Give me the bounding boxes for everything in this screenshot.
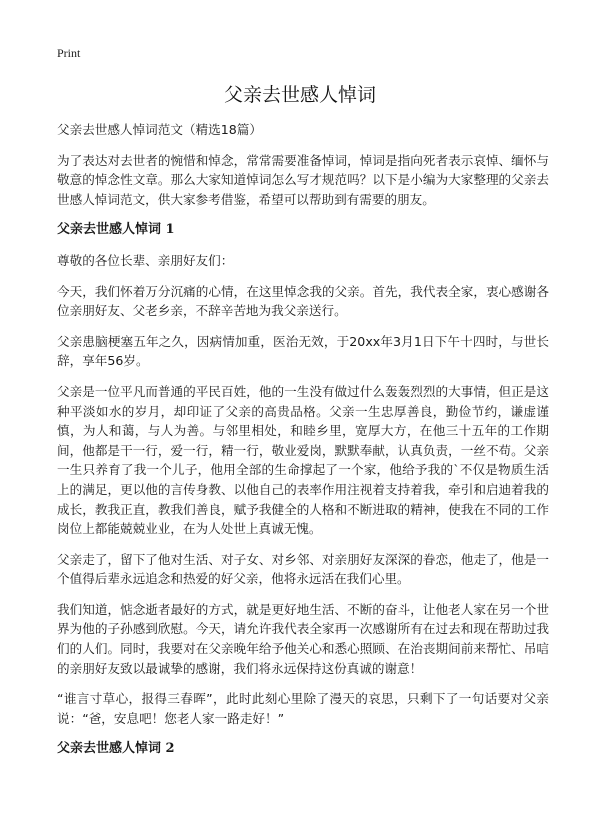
intro-paragraph: 为了表达对去世者的惋惜和悼念，常常需要准备悼词，悼词是指向死者表示哀悼、缅怀与敬意的悼念性文章。那么大家知道悼词怎么写才规范吗？以下是小编为大家整理的父亲去世感人悼词范文，供大家参考借鉴，希望可以帮助到有需要的朋友。 (57, 152, 549, 207)
paragraph: 尊敬的各位长辈、亲朋好友们： (57, 252, 234, 268)
page-title: 父亲去世感人悼词 (223, 84, 376, 106)
paragraph: 父亲走了，留下了他对生活、对子女、对乡邻、对亲朋好友深深的眷恋，他走了，他是一个值得后辈永远追念和热爱的好父亲，他将永远活在我们心里。 (57, 551, 549, 587)
paragraph: 父亲是一位平凡而普通的平民百姓，他的一生没有做过什么轰轰烈烈的大事情，但正是这种平淡如水的岁月，却印证了父亲的高贵品格。父亲一生忠厚善良，勤俭节约，谦虚谨慎，为人和蔼，与人为善。与邻里相处，和睦乡里，宽厚大方，在他三十五年的工作期间，他都是干一行，爱一行，精一行，敬业爱岗，默默奉献，认真负责，一丝不苟。父亲一生只养育了我一个儿子，他用全部的生命撑起了一个家，他给予我的`不仅是物质生活上的满足，更以他的言传身教、以他自己的表率作用注视着支持着我，牵引和启迪着我的成长，教我正直，教我们善良，赋予我健全的人格和不断进取的精神，使我在不同的工作岗位上都能兢兢业业，在为人处世上真诚无愧。 (57, 383, 549, 537)
section-heading: 父亲去世感人悼词 2 (57, 741, 175, 757)
paragraph: 我们知道，惦念逝者最好的方式，就是更好地生活、不断的奋斗，让他老人家在另一个世界为他的子孙感到欣慰。今天，请允许我代表全家再一次感谢所有在过去和现在帮助过我们的人们。同时，我要对在父亲晚年给予他关心和悉心照顾、在治丧期间前来帮忙、吊唁的亲朋好友致以最诚挚的感谢，我们将永远保持这份真诚的谢意！ (57, 601, 549, 676)
paragraph: 父亲患脑梗塞五年之久，因病情加重，医治无效，于20xx年3月1日下午十四时，与世长辞，享年56岁。 (57, 333, 549, 369)
print-link[interactable]: Print (57, 46, 81, 60)
subtitle: 父亲去世感人悼词范文（精选18篇） (57, 122, 262, 137)
paragraph: 今天，我们怀着万分沉痛的心情，在这里悼念我的父亲。首先，我代表全家，衷心感谢各位亲朋好友、父老乡亲，不辞辛苦地为我父亲送行。 (57, 283, 549, 319)
article-body (57, 120, 549, 770)
section-heading: 父亲去世感人悼词 1 (57, 222, 175, 238)
paragraph: “谁言寸草心，报得三春晖”，此时此刻心里除了漫天的哀思，只剩下了一句话要对父亲说：“爸，安息吧！您老人家一路走好！” (57, 691, 549, 726)
